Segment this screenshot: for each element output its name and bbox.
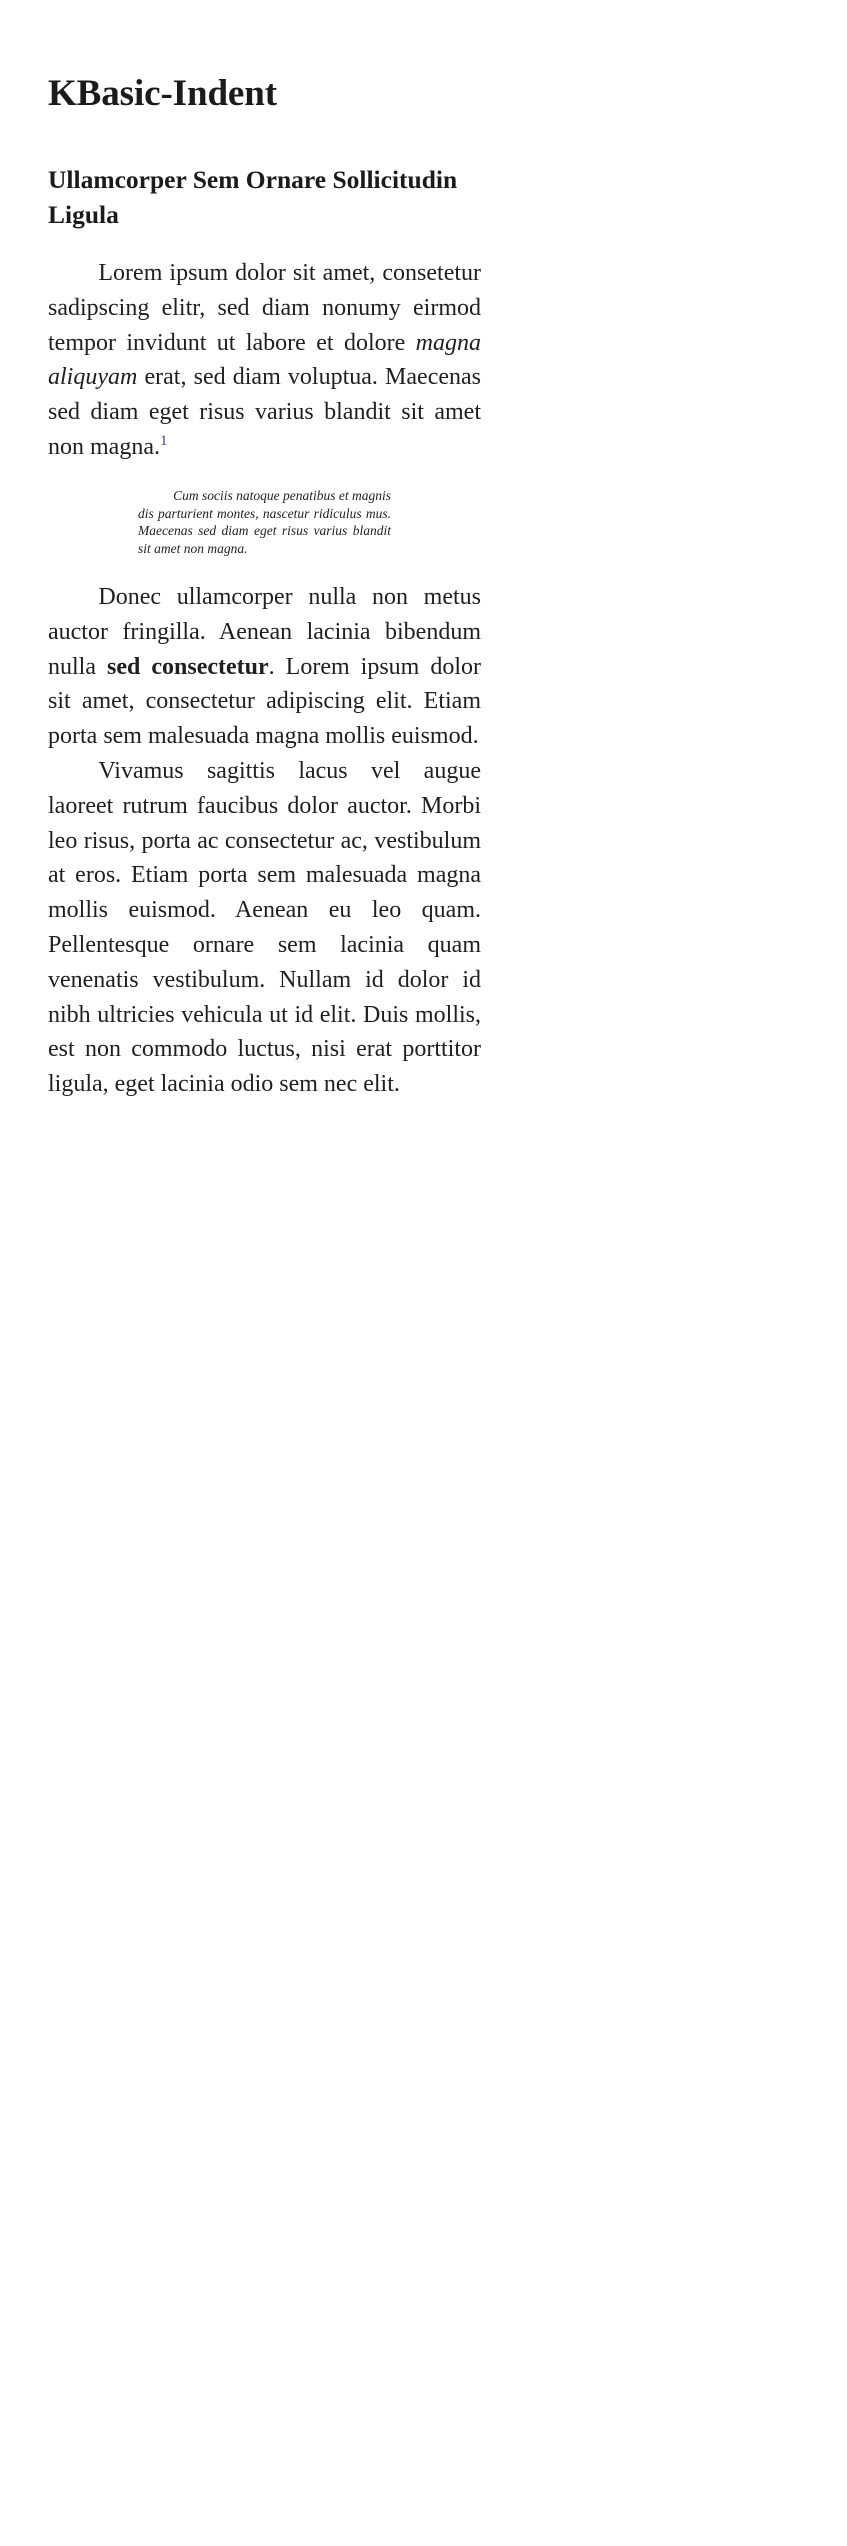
paragraph-three: Vivamus sagittis lacus vel augue laoreet rutrum faucibus dolor auctor. Morbi leo risus, porta ac consectetur ac, vestibulum at eros. Etiam porta sem malesuada magna mollis euismod. Aenean eu leo quam. Pellentesque ornare sem lacinia quam venenatis vestibulum. Nullam id dolor id nibh ultricies vehicula ut id elit. Duis mollis, est non commodo luctus, nisi erat porttitor ligula, eget lacinia odio sem nec elit. [48, 758, 481, 1098]
blockquote: Cum sociis natoque penatibus et magnis dis parturient montes, nascetur ridiculus mus. Maecenas sed diam eget risus varius blandit sit amet non magna. [138, 487, 391, 557]
paragraph-two-text-b: . Lorem ipsum dolor sit amet, consectetur adipiscing elit. Etiam porta sem malesuada magna mollis euismod. [48, 653, 482, 750]
paragraph-one-text-a: Lorem ipsum dolor sit amet, consetetur sadipscing elitr, sed diam nonumy eirmod tempor invidunt ut labore et dolore [48, 260, 481, 356]
footnote-reference-link[interactable]: 1 [159, 433, 168, 450]
paragraph-two-text-a: Donec ullamcorper nulla non metus auctor fringilla. Aenean lacinia bibendum nulla [48, 584, 481, 680]
document-content [48, 72, 481, 1102]
paragraph-one-emphasis: magna aliquyam [48, 329, 481, 391]
section-heading: Ullamcorper Sem Ornare Sollicitudin Ligula [48, 164, 458, 229]
paragraph-one-text-b: erat, sed diam voluptua. Maecenas sed diam eget risus varius blandit sit amet non magna. [48, 364, 481, 461]
paragraph-two-strong: sed consectetur [107, 653, 269, 680]
paragraph-two [48, 580, 481, 754]
page-title: KBasic-Indent [48, 73, 277, 114]
paragraph-one [48, 256, 481, 465]
